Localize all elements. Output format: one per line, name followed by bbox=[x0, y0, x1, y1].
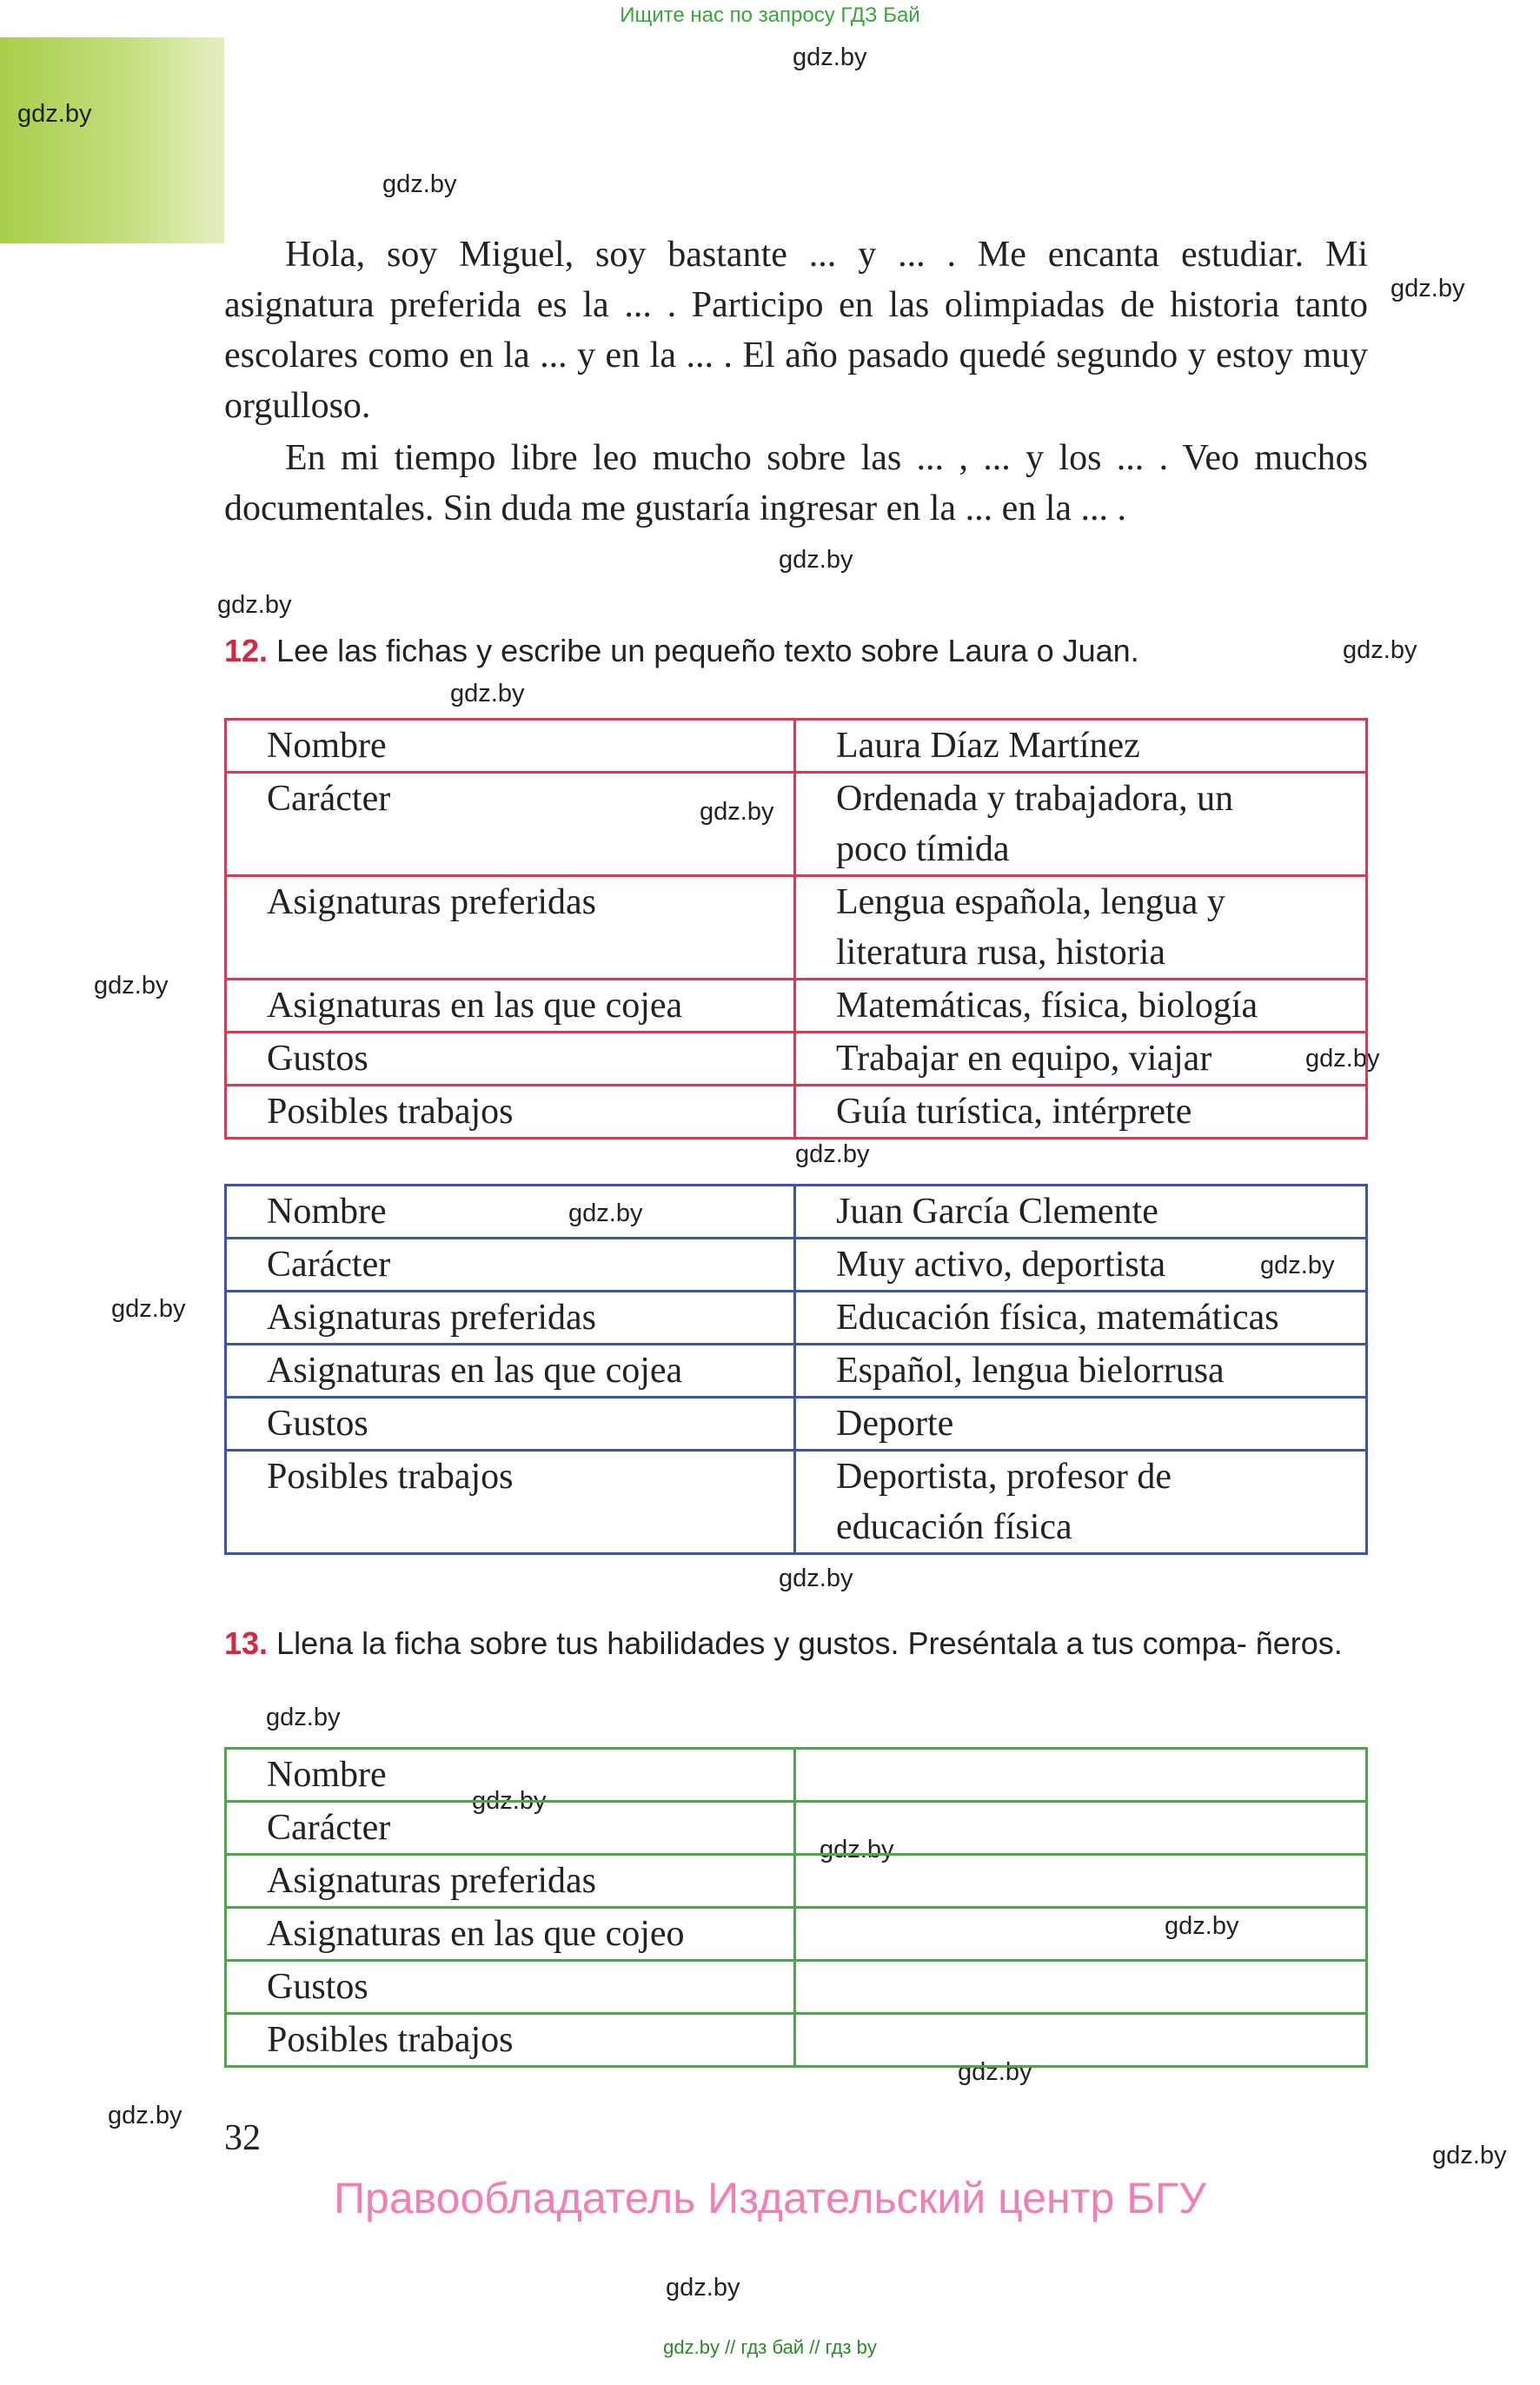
task-text: Llena la ficha sobre tus habilidades y gustos. Preséntala a tus compa- ñeros. bbox=[276, 1625, 1343, 1661]
table-row bbox=[226, 1186, 1367, 1239]
watermark: gdz.by bbox=[1391, 275, 1465, 302]
card-value: Juan García Clemente bbox=[795, 1186, 1367, 1239]
watermark: gdz.by bbox=[217, 591, 292, 619]
table-row bbox=[226, 2014, 1367, 2067]
table-row bbox=[226, 1749, 1367, 1802]
table-row bbox=[226, 1908, 1367, 1961]
card-value: Muy activo, deportista bbox=[795, 1239, 1367, 1292]
watermark: gdz.by bbox=[793, 43, 867, 71]
card-blank-field[interactable] bbox=[795, 1749, 1367, 1802]
card-label: Posibles trabajos bbox=[226, 1451, 795, 1554]
watermark: gdz.by bbox=[1432, 2142, 1507, 2169]
watermark: gdz.by bbox=[450, 680, 525, 708]
table-row bbox=[226, 1292, 1367, 1345]
table-row bbox=[226, 1451, 1367, 1554]
card-label: Gustos bbox=[226, 1398, 795, 1451]
table-row bbox=[226, 1033, 1367, 1086]
table-row bbox=[226, 1961, 1367, 2014]
task-number: 12. bbox=[224, 633, 269, 668]
table-row bbox=[226, 876, 1367, 980]
card-blank-field[interactable] bbox=[795, 1961, 1367, 2014]
watermark: gdz.by bbox=[700, 798, 774, 826]
card-label: Posibles trabajos bbox=[226, 2014, 795, 2067]
story-paragraph-2: En mi tiempo libre leo mucho sobre las ... , ... y los ... . Veo muchos documentales. Sin duda me gustaría ingresar en la ... en la ... . bbox=[224, 438, 1368, 528]
footer-links[interactable]: gdz.by // гдз бай // гдз by bbox=[663, 2336, 877, 2358]
card-label: Carácter bbox=[226, 1239, 795, 1292]
card-label: Asignaturas preferidas bbox=[226, 1855, 795, 1908]
watermark: gdz.by bbox=[472, 1787, 547, 1815]
table-row bbox=[226, 980, 1367, 1033]
card-blank-field[interactable] bbox=[795, 1908, 1367, 1961]
card-label: Asignaturas en las que cojea bbox=[226, 1345, 795, 1398]
table-row bbox=[226, 720, 1367, 773]
table-row bbox=[226, 1086, 1367, 1139]
watermark: gdz.by bbox=[1165, 1912, 1239, 1940]
card-label: Nombre bbox=[226, 720, 795, 773]
card-value: Laura Díaz Martínez bbox=[795, 720, 1367, 773]
watermark: gdz.by bbox=[568, 1199, 643, 1227]
watermark: gdz.by bbox=[779, 1565, 853, 1592]
watermark: gdz.by bbox=[17, 100, 92, 128]
card-value: Guía turística, intérprete bbox=[795, 1086, 1367, 1139]
table-row bbox=[226, 773, 1367, 876]
table-row bbox=[226, 1345, 1367, 1398]
card-value: Lengua española, lengua y literatura rusa, historia bbox=[795, 876, 1367, 980]
task-number: 13. bbox=[224, 1625, 269, 1661]
watermark: gdz.by bbox=[779, 546, 853, 574]
watermark: gdz.by bbox=[108, 2102, 183, 2129]
card-label: Gustos bbox=[226, 1961, 795, 2014]
header-note[interactable]: Ищите нас по запросу ГДЗ Бай bbox=[620, 3, 920, 27]
watermark: gdz.by bbox=[795, 1140, 870, 1168]
watermark: gdz.by bbox=[1305, 1045, 1380, 1073]
laura-card-table bbox=[224, 718, 1368, 1139]
task-12-instruction bbox=[224, 633, 1139, 669]
page-number: 32 bbox=[224, 2118, 261, 2158]
juan-card-table bbox=[224, 1184, 1368, 1555]
card-value: Deporte bbox=[795, 1398, 1367, 1451]
card-label: Carácter bbox=[226, 773, 795, 876]
card-label: Posibles trabajos bbox=[226, 1086, 795, 1139]
watermark: gdz.by bbox=[666, 2274, 740, 2302]
card-label: Asignaturas preferidas bbox=[226, 876, 795, 980]
card-label: Carácter bbox=[226, 1802, 795, 1855]
card-label: Gustos bbox=[226, 1033, 795, 1086]
card-value: Español, lengua bielorrusa bbox=[795, 1345, 1367, 1398]
card-label: Asignaturas en las que cojeo bbox=[226, 1908, 795, 1961]
watermark: gdz.by bbox=[958, 2058, 1032, 2086]
card-label: Asignaturas en las que cojea bbox=[226, 980, 795, 1033]
task-text: Lee las fichas y escribe un pequeño texto sobre Laura o Juan. bbox=[276, 633, 1139, 668]
watermark: gdz.by bbox=[820, 1836, 894, 1863]
card-label: Asignaturas preferidas bbox=[226, 1292, 795, 1345]
card-blank-field[interactable] bbox=[795, 1802, 1367, 1855]
card-value: Trabajar en equipo, viajar bbox=[795, 1033, 1367, 1086]
card-label: Nombre bbox=[226, 1749, 795, 1802]
card-label: Nombre bbox=[226, 1186, 795, 1239]
card-value: Educación física, matemáticas bbox=[795, 1292, 1367, 1345]
table-row bbox=[226, 1239, 1367, 1292]
blank-card-table bbox=[224, 1747, 1368, 2068]
copyright-holder: Правообладатель Издательский центр БГУ bbox=[334, 2174, 1206, 2222]
watermark: gdz.by bbox=[382, 170, 457, 198]
watermark: gdz.by bbox=[94, 972, 169, 1000]
table-row bbox=[226, 1855, 1367, 1908]
card-blank-field[interactable] bbox=[795, 2014, 1367, 2067]
watermark: gdz.by bbox=[1260, 1252, 1335, 1279]
task-13-instruction bbox=[224, 1624, 1368, 1664]
story-paragraph-1: Hola, soy Miguel, soy bastante ... y ... . Me encanta estudiar. Mi asignatura preferida es la ... . Participo en las olimpiadas de historia tanto escolares como en la ... y en la ... . El año pasado quedé segundo y estoy muy orgulloso. bbox=[224, 235, 1368, 426]
card-value: Ordenada y trabajadora, un poco tímida bbox=[795, 773, 1367, 876]
watermark: gdz.by bbox=[266, 1704, 341, 1731]
watermark: gdz.by bbox=[1343, 636, 1417, 664]
green-corner-decoration bbox=[0, 37, 224, 243]
table-row bbox=[226, 1802, 1367, 1855]
watermark: gdz.by bbox=[111, 1295, 186, 1323]
card-blank-field[interactable] bbox=[795, 1855, 1367, 1908]
card-value: Matemáticas, física, biología bbox=[795, 980, 1367, 1033]
table-row bbox=[226, 1398, 1367, 1451]
card-value: Deportista, profesor de educación física bbox=[795, 1451, 1367, 1554]
